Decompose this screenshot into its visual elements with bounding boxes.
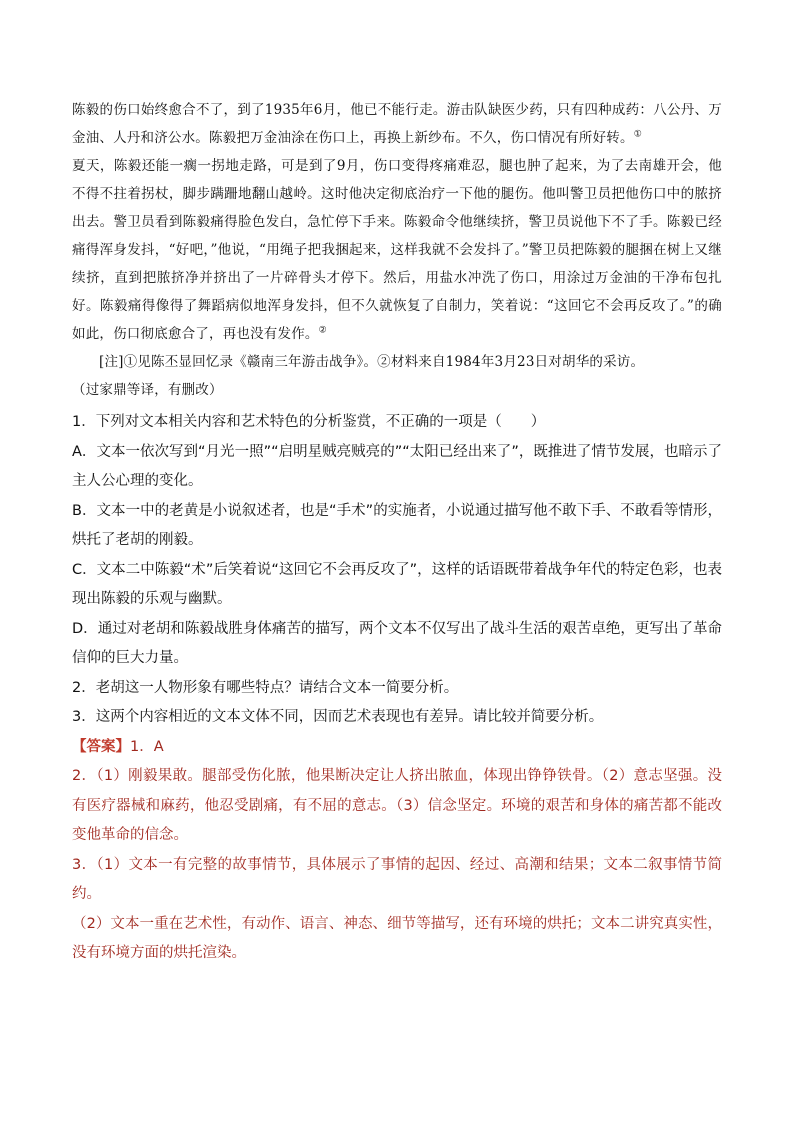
passage-paragraph-2: 夏天，陈毅还能一瘸一拐地走路，可是到了9月，伤口变得疼痛难忍，腿也肿了起来，为了去南雄开会，他不得不拄着拐杖，脚步蹒跚地翻山越岭。这时他决定彻底治疗一下他的腿伤。他叫警卫员把他伤口中的脓挤出去。警卫员看到陈毅痛得脸色发白，急忙停下手来。陈毅命令他继续挤，警卫员说他下不了手。陈毅已经痛得浑身发抖，“好吧，”他说，“用绳子把我捆起来，这样我就不会发抖了。”警卫员把陈毅的腿捆在树上又继续挤，直到把脓挤净并挤出了一片碎骨头才停下。然后，用盐水冲洗了伤口，用涂过万金油的干净布包扎好。陈毅痛得像得了舞蹈病似地浑身发抖，但不久就恢复了自制力，笑着说：“这回它不会再反攻了。”的确如此，伤口彻底愈合了，再也没有发作。② [72, 158, 722, 342]
footnote-mark-2: ② [318, 325, 327, 336]
reading-passage [72, 96, 722, 404]
answer-3-part-2: （2）文本一重在艺术性，有动作、语言、神态、细节等描写，还有环境的烘托；文本二讲究真实性，没有环境方面的烘托渲染。 [72, 915, 722, 961]
answer-tag: 【答案】 [72, 738, 130, 755]
question-1: 1．下列对文本相关内容和艺术特色的分析鉴赏，不正确的一项是（ ） [72, 414, 546, 430]
passage-paragraph-1: 陈毅的伤口始终愈合不了，到了1935年6月，他已不能行走。游击队缺医少药，只有四种成药：八公丹、万金油、人丹和济公水。陈毅把万金油涂在伤口上，再换上新纱布。不久，伤口情况有所好转。① [72, 102, 722, 146]
answer-section [72, 733, 722, 969]
option-a: A．文本一依次写到“月光一照”“启明星贼亮贼亮的”“太阳已经出来了”，既推进了情节发展，也暗示了主人公心理的变化。 [72, 443, 722, 489]
option-b: B．文本一中的老黄是小说叙述者，也是“手术”的实施者，小说通过描写他不敢下手、不敢看等情形，烘托了老胡的刚毅。 [72, 502, 722, 548]
passage-note: [注]①见陈丕显回忆录《赣南三年游击战争》。②材料来自1984年3月23日对胡华的采访。 [99, 354, 645, 370]
question-3: 3．这两个内容相近的文本文体不同，因而艺术表现也有差异。请比较并简要分析。 [72, 709, 604, 725]
question-list [72, 408, 722, 733]
passage-source: （过家鼎等译，有删改） [72, 382, 223, 398]
footnote-mark-1: ① [633, 129, 642, 140]
answer-2: 2．（1）刚毅果敢。腿部受伤化脓，他果断决定让人挤出脓血，体现出铮铮铁骨。（2）意志坚强。没有医疗器械和麻药，他忍受剧痛，有不屈的意志。（3）信念坚定。环境的艰苦和身体的痛苦都不能改变他革命的信念。 [72, 768, 722, 843]
question-2: 2．老胡这一人物形象有哪些特点？请结合文本一简要分析。 [72, 679, 459, 696]
answer-1: 【答案】1．A [72, 738, 164, 755]
option-d: D．通过对老胡和陈毅战胜身体痛苦的描写，两个文本不仅写出了战斗生活的艰苦卓绝，更写出了革命信仰的巨大力量。 [72, 620, 722, 666]
answer-3-part-1: 3．（1）文本一有完整的故事情节，具体展示了事情的起因、经过、高潮和结果；文本二叙事情节简约。 [72, 856, 722, 902]
option-c: C．文本二中陈毅“术”后笑着说“这回它不会再反攻了”，这样的话语既带着战争年代的特定色彩，也表现出陈毅的乐观与幽默。 [72, 561, 722, 607]
